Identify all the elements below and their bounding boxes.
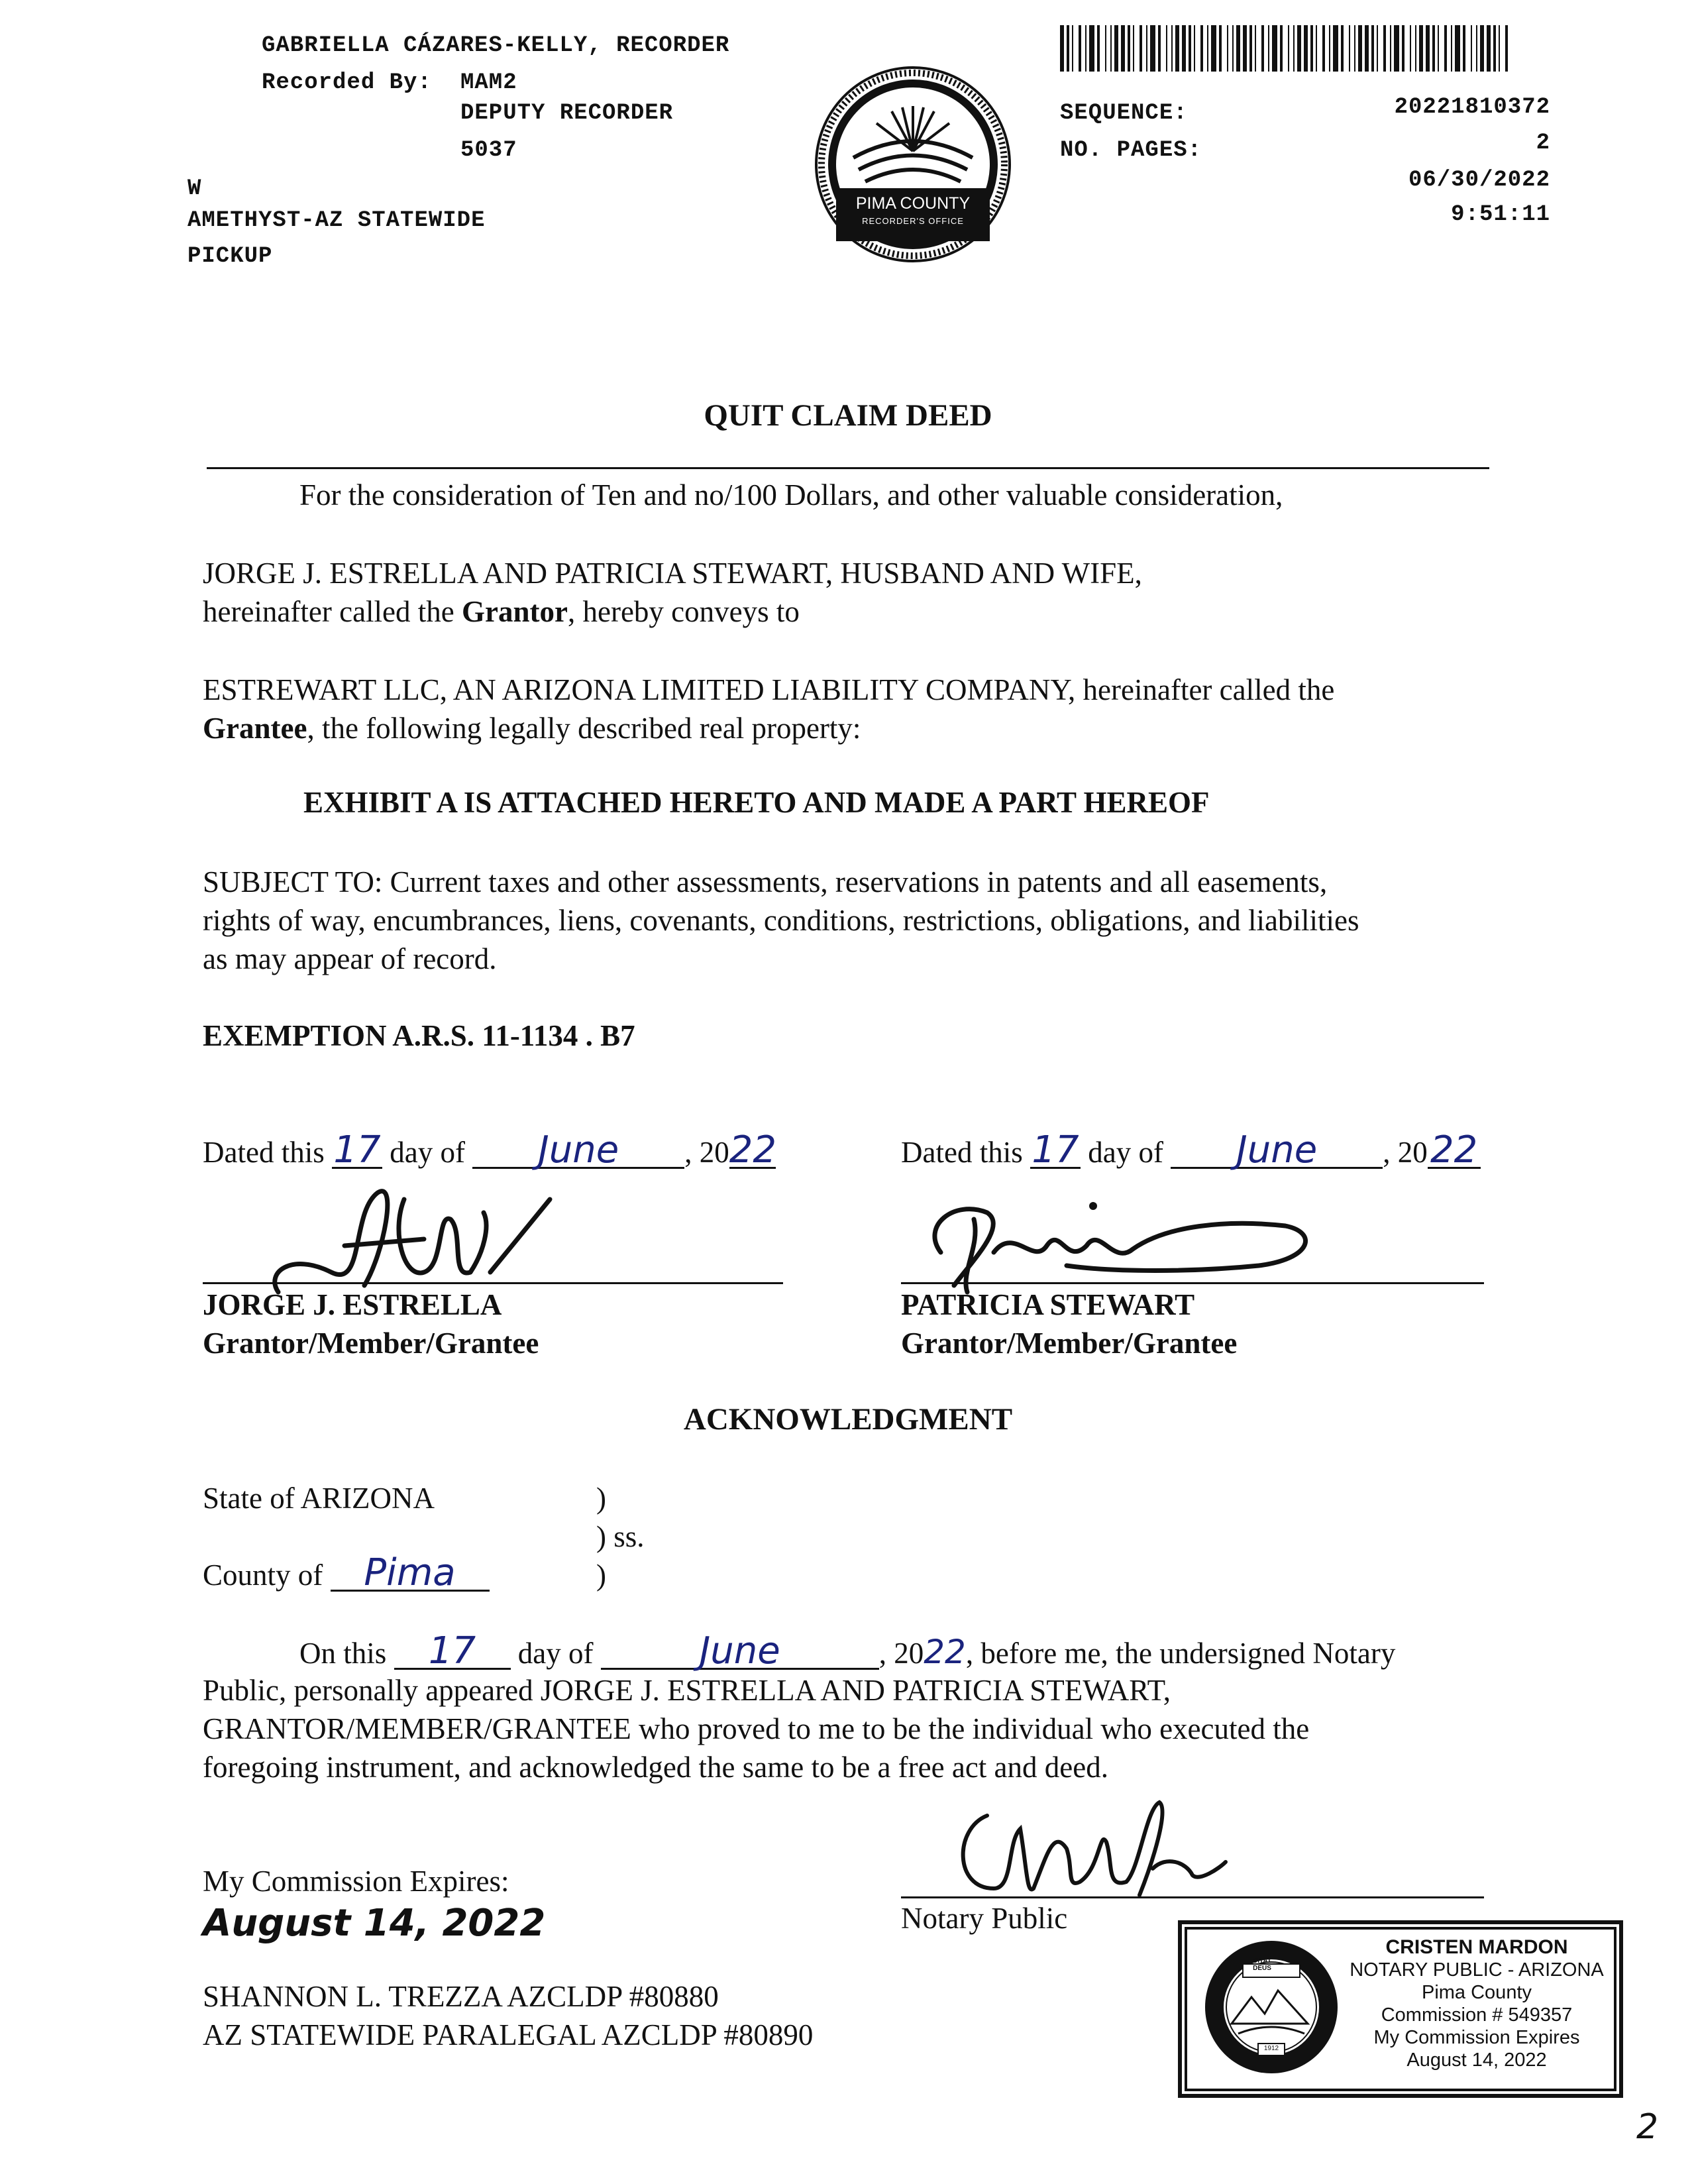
barcode-bar	[1211, 25, 1216, 72]
right-day-of: day of	[1088, 1136, 1163, 1169]
left-month: June	[472, 1134, 684, 1169]
barcode-bar	[1171, 25, 1173, 72]
subject-to-2: rights of way, encumbrances, liens, covenants, conditions, restrictions, obligations, and liabilities	[203, 904, 1359, 937]
seal-year: 1912	[1263, 2045, 1279, 2052]
barcode-bar	[1072, 25, 1073, 72]
preparer-2: AZ STATEWIDE PARALEGAL AZCLDP #80890	[203, 2018, 814, 2051]
preparer-1: SHANNON L. TREZZA AZCLDP #80880	[203, 1980, 719, 2013]
barcode-bar	[1089, 25, 1094, 72]
paren-ss: ) ss.	[596, 1520, 645, 1553]
barcode-bar	[1261, 25, 1264, 72]
pages-value: 2	[1536, 131, 1550, 156]
grantee-names: ESTREWART LLC, AN ARIZONA LIMITED LIABILITY COMPANY, hereinafter called the	[203, 673, 1335, 706]
title-rule	[207, 467, 1489, 469]
barcode-bar	[1097, 25, 1100, 72]
barcode-bar	[1105, 25, 1106, 72]
right-signer-name: PATRICIA STEWART	[901, 1288, 1195, 1321]
stamp-notary-name: CRISTEN MARDON	[1385, 1936, 1568, 1958]
pickup-line-1: AMETHYST-AZ STATEWIDE	[187, 208, 486, 233]
barcode-bar	[1207, 25, 1208, 72]
pima-county-seal-icon	[814, 65, 1012, 264]
barcode-bar	[1480, 25, 1484, 72]
pima-county-seal	[814, 65, 1012, 264]
barcode-bar	[1402, 25, 1404, 72]
barcode-bar	[1415, 25, 1416, 72]
barcode-bar	[1316, 25, 1317, 72]
barcode-bar	[1377, 25, 1378, 72]
barcode-bar	[1280, 25, 1283, 72]
state-label: State of ARIZONA	[203, 1482, 435, 1515]
paren-3: )	[596, 1558, 606, 1592]
grantor-names: JORGE J. ESTRELLA AND PATRICIA STEWART, HUSBAND AND WIFE,	[203, 557, 1142, 590]
seal-text-sub: RECORDER'S OFFICE	[862, 216, 964, 226]
stamp-commission: Commission # 549357	[1381, 2004, 1573, 2026]
barcode-bar	[1236, 25, 1240, 72]
grantor-word: Grantor	[462, 595, 568, 628]
ack-year-prefix: , 20	[878, 1637, 924, 1670]
ack-month: June	[601, 1635, 879, 1670]
pickup-line-2: PICKUP	[187, 244, 273, 269]
ack-line-4: foregoing instrument, and acknowledged the same to be a free act and deed.	[203, 1751, 1108, 1784]
county-label: County of	[203, 1558, 323, 1592]
w-mark: W	[187, 176, 202, 201]
right-day: 17	[1030, 1134, 1081, 1169]
barcode-bar	[1493, 25, 1496, 72]
barcode-bar	[1060, 25, 1064, 72]
barcode-bar	[1297, 25, 1301, 72]
barcode-bar	[1288, 25, 1289, 72]
barcode-bar	[1438, 25, 1439, 72]
subject-to-1: SUBJECT TO: Current taxes and other assessments, reservations in patents and all easements,	[203, 865, 1328, 899]
barcode-bar	[1505, 25, 1508, 72]
barcode-bar	[1128, 25, 1130, 72]
commission-value: August 14, 2022	[203, 1902, 546, 1945]
right-signature-line	[901, 1282, 1484, 1284]
barcode-bar	[1166, 25, 1167, 72]
barcode-bar	[1371, 25, 1374, 72]
barcode-bar	[1471, 25, 1472, 72]
barcode-bar	[1114, 25, 1118, 72]
barcode-bar	[1451, 25, 1452, 72]
barcode-bar	[1194, 25, 1195, 72]
barcode-bar	[1394, 25, 1399, 72]
subject-to-3: as may appear of record.	[203, 942, 497, 975]
barcode-bar	[1310, 25, 1313, 72]
barcode-bar	[1322, 25, 1325, 72]
barcode-bar	[1329, 25, 1330, 72]
ack-line-2: Public, personally appeared JORGE J. ESTRELLA AND PATRICIA STEWART,	[203, 1674, 1171, 1707]
deputy-number: 5037	[460, 138, 517, 163]
record-date: 06/30/2022	[1408, 168, 1550, 193]
left-dated-this: Dated this	[203, 1136, 325, 1169]
recorded-by-value: MAM2	[460, 70, 517, 95]
barcode-bar	[1410, 25, 1411, 72]
stamp-text-block	[1341, 1936, 1613, 2071]
left-dated-line	[203, 1128, 776, 1172]
barcode-bar	[1333, 25, 1338, 72]
barcode-bar	[1067, 25, 1069, 72]
exhibit-statement: EXHIBIT A IS ATTACHED HERETO AND MADE A PART HEREOF	[303, 786, 1210, 819]
barcode-bar	[1499, 25, 1500, 72]
stamp-expires-label: My Commission Expires	[1373, 2027, 1580, 2048]
county-value: Pima	[331, 1556, 490, 1592]
barcode-bar	[1304, 25, 1308, 72]
barcode-bar	[1349, 25, 1350, 72]
barcode-bar	[1219, 25, 1222, 72]
barcode-bar	[1341, 25, 1344, 72]
notary-signature-line	[901, 1896, 1484, 1898]
left-signature-line	[203, 1282, 783, 1284]
grantee-line-post: , the following legally described real property:	[307, 712, 861, 745]
paren-1: )	[596, 1482, 606, 1515]
barcode-bar	[1243, 25, 1247, 72]
barcode-bar	[1249, 25, 1252, 72]
barcode-bar	[1079, 25, 1081, 72]
deputy-recorder: DEPUTY RECORDER	[460, 101, 674, 126]
ack-on-this: On this	[299, 1637, 387, 1670]
grantor-line-pre: hereinafter called the	[203, 595, 462, 628]
barcode-icon	[1060, 25, 1510, 72]
grantee-line	[203, 709, 861, 747]
right-dated-line	[901, 1128, 1481, 1172]
sequence-value: 20221810372	[1394, 95, 1550, 120]
barcode-bar	[1358, 25, 1362, 72]
barcode-bar	[1146, 25, 1147, 72]
notary-public-label: Notary Public	[901, 1902, 1068, 1935]
ack-year: 22	[924, 1633, 966, 1671]
record-time: 9:51:11	[1451, 202, 1550, 227]
stamp-title: NOTARY PUBLIC - ARIZONA	[1350, 1959, 1604, 1981]
right-year-prefix: , 20	[1383, 1136, 1428, 1169]
barcode	[1060, 25, 1510, 72]
sequence-label: SEQUENCE:	[1060, 101, 1188, 126]
acknowledgment-title: ACKNOWLEDGMENT	[683, 1402, 1013, 1437]
barcode-bar	[1419, 25, 1423, 72]
pages-label: NO. PAGES:	[1060, 138, 1202, 163]
ack-line1-post: , before me, the undersigned Notary	[965, 1637, 1396, 1670]
grantor-line	[203, 592, 800, 631]
barcode-bar	[1110, 25, 1112, 72]
barcode-bar	[1354, 25, 1355, 72]
barcode-bar	[1232, 25, 1234, 72]
barcode-bar	[1426, 25, 1430, 72]
right-signer-role: Grantor/Member/Grantee	[901, 1327, 1238, 1360]
barcode-bar	[1268, 25, 1269, 72]
ack-line-1	[299, 1629, 1396, 1672]
left-year: 22	[729, 1128, 776, 1172]
barcode-bar	[1365, 25, 1369, 72]
barcode-bar	[1455, 25, 1460, 72]
stamp-expires-date: August 14, 2022	[1406, 2049, 1547, 2071]
exemption: EXEMPTION A.R.S. 11-1134 . B7	[203, 1019, 635, 1052]
barcode-bar	[1085, 25, 1086, 72]
right-month: June	[1171, 1134, 1383, 1169]
barcode-bar	[1200, 25, 1203, 72]
notary-stamp	[1178, 1920, 1623, 2098]
left-day: 17	[332, 1134, 382, 1169]
barcode-bar	[1293, 25, 1295, 72]
ack-line-3: GRANTOR/MEMBER/GRANTEE who proved to me to be the individual who executed the	[203, 1712, 1310, 1745]
barcode-bar	[1189, 25, 1191, 72]
consideration: For the consideration of Ten and no/100 Dollars, and other valuable consideration,	[299, 478, 1283, 512]
barcode-bar	[1227, 25, 1228, 72]
barcode-bar	[1121, 25, 1125, 72]
left-signer-role: Grantor/Member/Grantee	[203, 1327, 539, 1360]
barcode-bar	[1383, 25, 1386, 72]
grantee-word: Grantee	[203, 712, 307, 745]
barcode-bar	[1272, 25, 1277, 72]
left-year-prefix: , 20	[684, 1136, 729, 1169]
commission-label: My Commission Expires:	[203, 1865, 509, 1898]
barcode-bar	[1133, 25, 1134, 72]
barcode-bar	[1150, 25, 1155, 72]
barcode-bar	[1255, 25, 1256, 72]
stamp-county: Pima County	[1421, 1982, 1532, 2003]
barcode-bar	[1444, 25, 1447, 72]
barcode-bar	[1182, 25, 1186, 72]
seal-text-main: PIMA COUNTY	[855, 194, 971, 213]
grantor-line-post: , hereby conveys to	[567, 595, 800, 628]
ack-day-of: day of	[517, 1637, 594, 1670]
ack-day: 17	[394, 1635, 511, 1670]
barcode-bar	[1158, 25, 1161, 72]
barcode-bar	[1476, 25, 1477, 72]
deed-title: QUIT CLAIM DEED	[704, 398, 992, 433]
barcode-bar	[1463, 25, 1465, 72]
right-dated-this: Dated this	[901, 1136, 1023, 1169]
recorder-name: GABRIELLA CÁZARES-KELLY, RECORDER	[262, 33, 730, 58]
barcode-bar	[1390, 25, 1391, 72]
page-mark: 2	[1636, 2107, 1659, 2147]
left-signer-name: JORGE J. ESTRELLA	[203, 1288, 502, 1321]
barcode-bar	[1432, 25, 1435, 72]
left-day-of: day of	[390, 1136, 465, 1169]
barcode-bar	[1175, 25, 1179, 72]
barcode-bar	[1140, 25, 1142, 72]
barcode-bar	[1487, 25, 1491, 72]
recorded-by-label: Recorded By:	[262, 70, 432, 95]
county-line	[203, 1551, 490, 1594]
right-year: 22	[1428, 1134, 1481, 1169]
seal-motto: DITAT DEUS	[1253, 1957, 1271, 1972]
